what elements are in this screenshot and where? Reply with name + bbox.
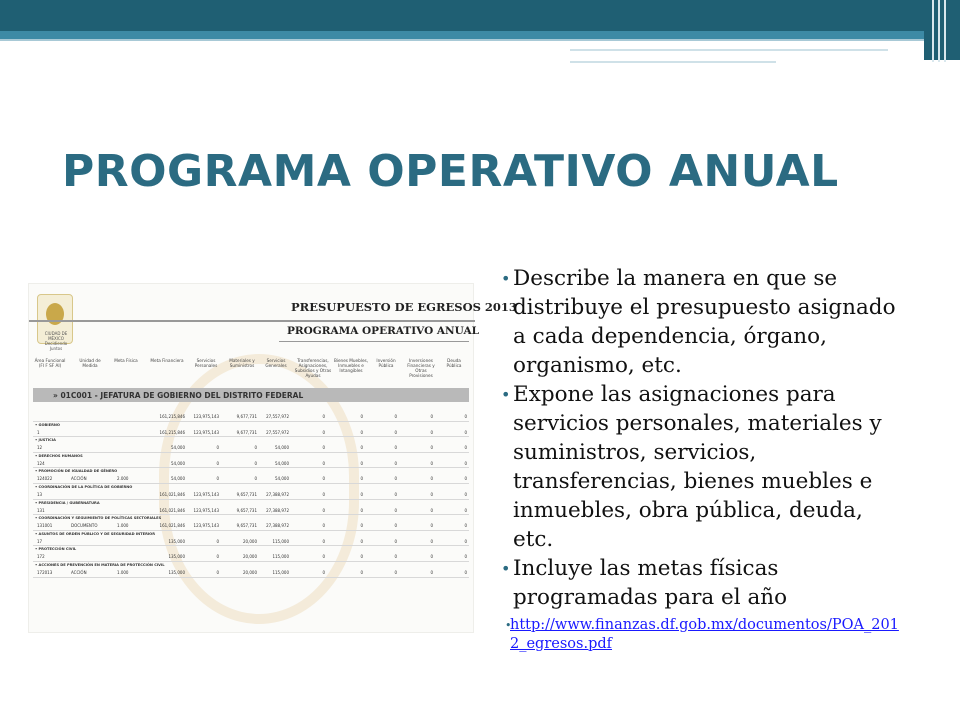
table-cell: 0 [360, 476, 363, 482]
row-label: • ASUNTOS DE ORDEN PÚBLICO Y DE SEGURIDAD INTERIOR [35, 531, 155, 536]
table-cell: 0 [322, 445, 325, 451]
table-cell: 0 [360, 445, 363, 451]
section-title: » 01C001 - JEFATURA DE GOBIERNO DEL DISTRITO FEDERAL [53, 391, 304, 400]
row-code: 124 [37, 460, 45, 466]
table-cell: 0 [464, 554, 467, 560]
row-code: 124022 [37, 476, 53, 482]
top-banner [0, 0, 960, 31]
row-label: • GOBIERNO [35, 422, 60, 427]
decorative-line [570, 49, 888, 51]
table-cell: 123,975,143 [193, 491, 219, 497]
table-cell: 0 [394, 507, 397, 513]
table-cell: 0 [394, 476, 397, 482]
table-row [33, 468, 469, 484]
table-row [33, 562, 469, 578]
column-header: Transferencias, Asignaciones, Subsidios y Otras Ayudas [294, 358, 332, 378]
table-cell: 115,000 [272, 569, 289, 575]
table-cell: 0 [430, 460, 433, 466]
table-cell: 0 [430, 476, 433, 482]
table-cell: 161,215,846 [159, 429, 185, 435]
column-header: Meta Física [114, 358, 138, 363]
table-cell: 27,557,972 [266, 429, 289, 435]
table-cell: 0 [322, 429, 325, 435]
table-cell: 0 [254, 445, 257, 451]
table-cell: 123,975,143 [193, 429, 219, 435]
table-cell: 9,657,731 [236, 523, 257, 529]
column-header: Unidad de Medida [79, 358, 101, 368]
table-cell: 123,975,143 [193, 507, 219, 513]
table-cell: 0 [394, 414, 397, 419]
table-cell: 115,000 [272, 554, 289, 560]
column-header: Deuda Pública [446, 358, 462, 368]
row-code: 172 [37, 554, 45, 560]
link-item [510, 616, 900, 654]
table-cell: 0 [322, 491, 325, 497]
divider [29, 320, 475, 322]
row-label: • COORDINACIÓN Y SEGUIMIENTO DE POLÍTICAS SECTORIALES [35, 516, 162, 521]
table-cell: 0 [322, 554, 325, 560]
column-header: Inversión Pública [376, 358, 396, 368]
table-cell: 0 [430, 491, 433, 497]
table-cell: 27,557,972 [266, 414, 289, 419]
top-banner-line [0, 39, 960, 41]
row-label: • DERECHOS HUMANOS [35, 453, 83, 458]
row-unit: ACCIÓN [71, 476, 87, 482]
table-cell: 0 [216, 445, 219, 451]
table-row [33, 546, 469, 562]
table-cell: 20,000 [243, 554, 257, 560]
row-label: • COORDINACIÓN DE LA POLÍTICA DE GOBIERNO [35, 484, 133, 489]
table-cell: 0 [360, 523, 363, 529]
table-cell: 161,021,846 [159, 507, 185, 513]
table-cell: 0 [322, 538, 325, 544]
table-cell: 0 [394, 445, 397, 451]
table-row [33, 484, 469, 500]
row-label: • JUSTICIA [35, 438, 56, 443]
row-label: • ACCIONES DE PREVENCIÓN EN MATERIA DE PROTECCIÓN CIVIL [35, 562, 165, 567]
row-code: 1 [37, 429, 40, 435]
table-cell: 0 [360, 491, 363, 497]
row-label: • PROMOCIÓN DE IGUALDAD DE GÉNERO [35, 469, 118, 474]
slide-title: PROGRAMA OPERATIVO ANUAL [62, 146, 839, 197]
table-cell: 0 [216, 476, 219, 482]
column-header: Inversiones Financieras y Otras Provisiones [407, 358, 435, 378]
top-right-stripe [932, 0, 934, 62]
budget-table [33, 406, 469, 578]
table-cell: 0 [464, 507, 467, 513]
table-cell: 0 [394, 569, 397, 575]
document-subheading: PROGRAMA OPERATIVO ANUAL [287, 325, 479, 337]
table-cell: 161,021,846 [159, 491, 185, 497]
table-cell: 20,000 [243, 538, 257, 544]
budget-document-image [28, 283, 517, 633]
column-header: Materiales y Suministros [229, 358, 255, 368]
table-cell: 0 [430, 538, 433, 544]
table-cell: 0 [464, 538, 467, 544]
cdmx-logo [37, 294, 73, 351]
table-row [33, 515, 469, 531]
top-right-block [924, 0, 960, 60]
row-code: 13 [37, 491, 43, 497]
table-cell: 0 [430, 414, 433, 419]
row-label: • PROTECCIÓN CIVIL [35, 547, 77, 552]
table-cell: 27,388,972 [266, 507, 289, 513]
bullet-item: • Describe la manera en que se distribuye el presupuesto asignado a cada dependencia, órgano, organismo, etc. [510, 264, 900, 380]
row-goal: 1.000 [117, 523, 129, 529]
table-cell: 0 [464, 429, 467, 435]
table-cell: 123,975,143 [193, 523, 219, 529]
table-cell: 135,000 [168, 554, 185, 560]
table-row [33, 500, 469, 516]
table-row [33, 406, 469, 422]
row-unit: ACCIÓN [71, 569, 87, 575]
table-header [33, 358, 469, 388]
bullet-list [510, 264, 900, 654]
table-cell: 0 [254, 476, 257, 482]
table-cell: 135,000 [168, 569, 185, 575]
table-cell: 115,000 [272, 538, 289, 544]
document-heading: PRESUPUESTO DE EGRESOS 2013 [291, 300, 517, 314]
table-cell: 0 [254, 460, 257, 466]
column-header: Área Funcional (FI F SF AI) [34, 358, 66, 368]
table-cell: 0 [360, 414, 363, 419]
table-cell: 27,388,972 [266, 523, 289, 529]
table-cell: 161,215,846 [159, 414, 185, 419]
table-cell: 0 [464, 569, 467, 575]
row-code: 131001 [37, 523, 53, 529]
table-cell: 0 [394, 491, 397, 497]
table-cell: 0 [360, 554, 363, 560]
table-cell: 123,975,143 [193, 414, 219, 419]
table-cell: 0 [394, 538, 397, 544]
logo-text: CIUDAD DE MÉXICO Decidiendo Juntos [44, 331, 68, 351]
column-header: Servicios Generales [265, 358, 287, 368]
table-cell: 27,388,972 [266, 491, 289, 497]
divider [279, 341, 469, 342]
table-cell: 0 [394, 460, 397, 466]
table-cell: 0 [464, 523, 467, 529]
table-cell: 0 [464, 476, 467, 482]
table-cell: 0 [430, 429, 433, 435]
table-cell: 0 [430, 569, 433, 575]
table-cell: 0 [360, 507, 363, 513]
table-cell: 9,677,731 [236, 414, 257, 419]
row-unit: DOCUMENTO [71, 523, 98, 529]
bullet-item: • Incluye las metas físicas programadas para el año [510, 554, 900, 612]
column-header: Meta Financiera [150, 358, 184, 363]
table-cell: 9,657,731 [236, 491, 257, 497]
table-cell: 54,000 [171, 476, 185, 482]
table-cell: 0 [430, 507, 433, 513]
table-cell: 54,000 [171, 460, 185, 466]
top-banner-stripe [0, 31, 960, 39]
table-cell: 0 [322, 507, 325, 513]
bullet-item: • Expone las asignaciones para servicios personales, materiales y suministros, servicios, transferencias, bienes muebles e inmuebles, obra pública, deuda, etc. [510, 380, 900, 554]
table-cell: 0 [216, 554, 219, 560]
table-cell: 0 [464, 460, 467, 466]
table-cell: 0 [322, 523, 325, 529]
table-row [33, 453, 469, 469]
row-code: 12 [37, 445, 43, 451]
table-cell: 0 [394, 554, 397, 560]
table-cell: 0 [464, 491, 467, 497]
table-cell: 0 [216, 460, 219, 466]
table-cell: 0 [360, 460, 363, 466]
table-cell: 0 [322, 460, 325, 466]
row-label: • PRESIDENCIA / GUBERNATURA [35, 500, 100, 505]
table-cell: 0 [430, 445, 433, 451]
table-cell: 0 [394, 429, 397, 435]
table-cell: 9,657,731 [236, 507, 257, 513]
table-cell: 9,677,731 [236, 429, 257, 435]
table-row [33, 531, 469, 547]
table-cell: 0 [464, 414, 467, 419]
table-cell: 0 [430, 554, 433, 560]
table-cell: 0 [216, 569, 219, 575]
table-cell: 0 [430, 523, 433, 529]
table-cell: 54,000 [171, 445, 185, 451]
row-goal: 2.000 [117, 476, 129, 482]
poa-document-link[interactable]: http://www.finanzas.df.gob.mx/documentos/POA_2012_egresos.pdf [510, 617, 899, 652]
decorative-line [570, 61, 776, 63]
table-cell: 20,000 [243, 569, 257, 575]
table-cell: 0 [322, 569, 325, 575]
table-cell: 0 [216, 538, 219, 544]
top-right-stripe [938, 0, 940, 62]
row-code: 172013 [37, 569, 53, 575]
table-cell: 135,000 [168, 538, 185, 544]
table-cell: 0 [360, 429, 363, 435]
row-goal: 1.000 [117, 569, 129, 575]
table-row [33, 422, 469, 438]
row-code: 131 [37, 507, 45, 513]
table-cell: 0 [394, 523, 397, 529]
section-header [33, 388, 469, 402]
table-cell: 0 [322, 414, 325, 419]
column-header: Servicios Personales [194, 358, 218, 368]
table-cell: 0 [360, 538, 363, 544]
column-header: Bienes Muebles, Inmuebles e Intangibles [333, 358, 369, 373]
table-cell: 0 [322, 476, 325, 482]
top-right-stripe [944, 0, 946, 62]
table-cell: 54,000 [275, 460, 289, 466]
row-code: 17 [37, 538, 43, 544]
table-cell: 0 [464, 445, 467, 451]
table-cell: 161,021,846 [159, 523, 185, 529]
table-cell: 54,000 [275, 445, 289, 451]
table-row [33, 437, 469, 453]
table-cell: 54,000 [275, 476, 289, 482]
table-cell: 0 [360, 569, 363, 575]
